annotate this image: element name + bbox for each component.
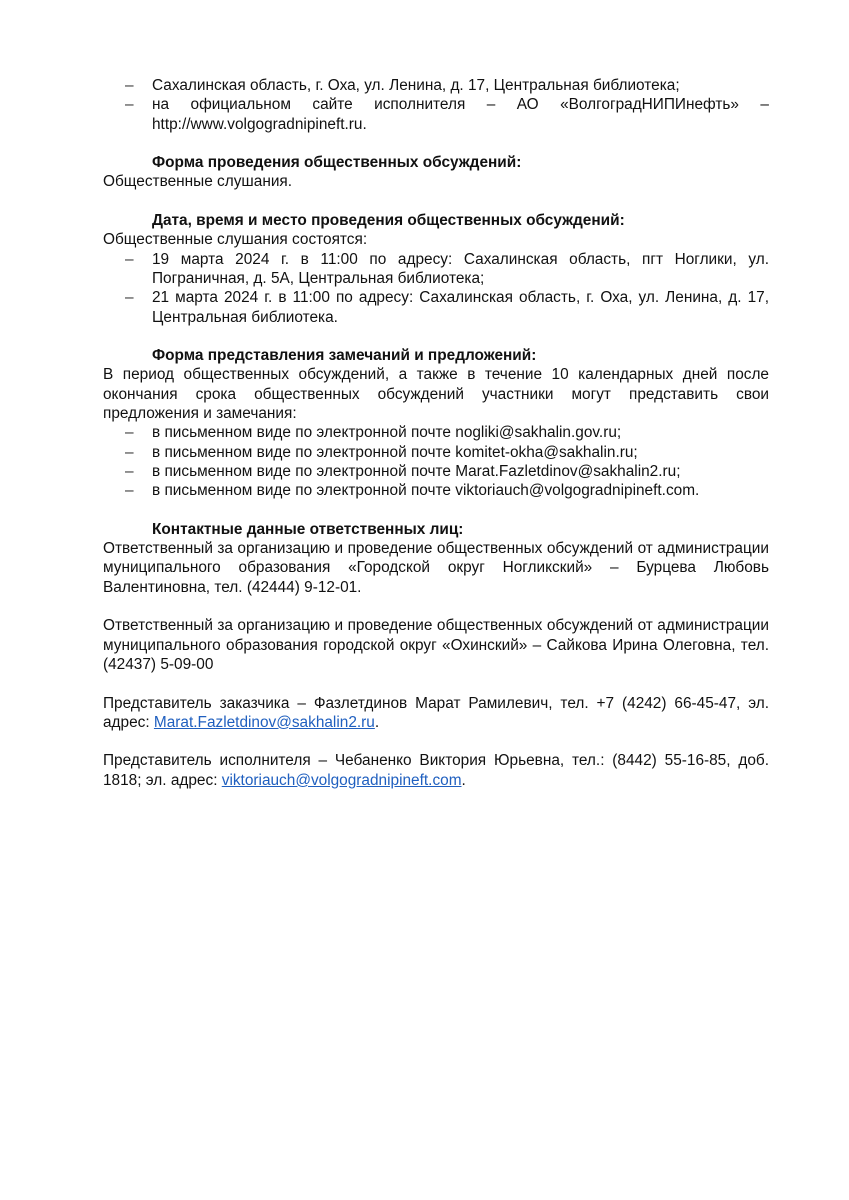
dash-bullet-icon: – bbox=[125, 482, 134, 500]
dash-bullet-icon: – bbox=[125, 462, 134, 480]
dash-bullet-icon: – bbox=[125, 77, 134, 94]
contractor-representative: Представитель исполнителя – Чебаненко Виктория Юрьевна, тел.: (8442) 55-16-85, доб. 1818; эл. адрес: viktoriauch@volgogradnipineft.com. bbox=[103, 752, 769, 789]
contacts-heading: Контактные данные ответственных лиц: bbox=[152, 520, 464, 538]
document-content bbox=[103, 76, 769, 790]
form-heading: Форма проведения общественных обсуждений: bbox=[152, 154, 522, 172]
list-item: – 21 марта 2024 г. в 11:00 по адресу: Сахалинская область, г. Оха, ул. Ленина, д. 17, Центральная библиотека. bbox=[125, 289, 769, 326]
intro-list bbox=[103, 76, 769, 134]
responsible-nogliki: Ответственный за организацию и проведение общественных обсуждений от администрации муниципального образования «Городской округ Ногликский» – Бурцева Любовь Валентиновна, тел. (42444) 9-12-01. bbox=[103, 540, 769, 596]
responsible-okha: Ответственный за организацию и проведение общественных обсуждений от администрации муниципального образования городской округ «Охинский» – Сайкова Ирина Олеговна, тел. (42437) 5-09-00 bbox=[103, 617, 769, 673]
date-heading: Дата, время и место проведения общественных обсуждений: bbox=[152, 212, 625, 230]
list-item: – в письменном виде по электронной почте komitet-okha@sakhalin.ru; bbox=[125, 443, 638, 461]
list-item: – на официальном сайте исполнителя – АО «ВолгоградНИПИнефть» – http://www.volgogradnipineft.ru. bbox=[125, 96, 769, 133]
list-item: – в письменном виде по электронной почте viktoriauch@volgogradnipineft.com. bbox=[125, 482, 700, 500]
dash-bullet-icon: – bbox=[125, 250, 134, 268]
contractor-email-link[interactable]: viktoriauch@volgogradnipineft.com bbox=[221, 771, 462, 789]
date-intro: Общественные слушания состоятся: bbox=[103, 231, 368, 249]
list-item: – в письменном виде по электронной почте Marat.Fazletdinov@sakhalin2.ru; bbox=[125, 462, 681, 480]
dash-bullet-icon: – bbox=[125, 443, 134, 461]
remarks-intro: В период общественных обсуждений, а также в течение 10 календарных дней после окончания срока общественных обсуждений участники могут представить свои предложения и замечания: bbox=[103, 366, 769, 423]
dash-bullet-icon: – bbox=[125, 96, 134, 114]
remarks-list bbox=[103, 423, 769, 500]
date-list bbox=[103, 250, 769, 327]
list-item: – в письменном виде по электронной почте nogliki@sakhalin.gov.ru; bbox=[125, 424, 622, 442]
list-item: – 19 марта 2024 г. в 11:00 по адресу: Сахалинская область, пгт Ноглики, ул. Пограничная, д. 5А, Центральная библиотека; bbox=[125, 250, 769, 287]
remarks-heading: Форма представления замечаний и предложений: bbox=[152, 347, 537, 365]
form-text: Общественные слушания. bbox=[103, 173, 293, 191]
dash-bullet-icon: – bbox=[125, 289, 134, 307]
dash-bullet-icon: – bbox=[125, 424, 134, 442]
list-item: – Сахалинская область, г. Оха, ул. Ленина, д. 17, Центральная библиотека; bbox=[125, 77, 680, 94]
customer-representative: Представитель заказчика – Фазлетдинов Марат Рамилевич, тел. +7 (4242) 66-45-47, эл. адрес: Marat.Fazletdinov@sakhalin2.ru. bbox=[103, 694, 769, 731]
customer-email-link[interactable]: Marat.Fazletdinov@sakhalin2.ru bbox=[153, 713, 375, 731]
